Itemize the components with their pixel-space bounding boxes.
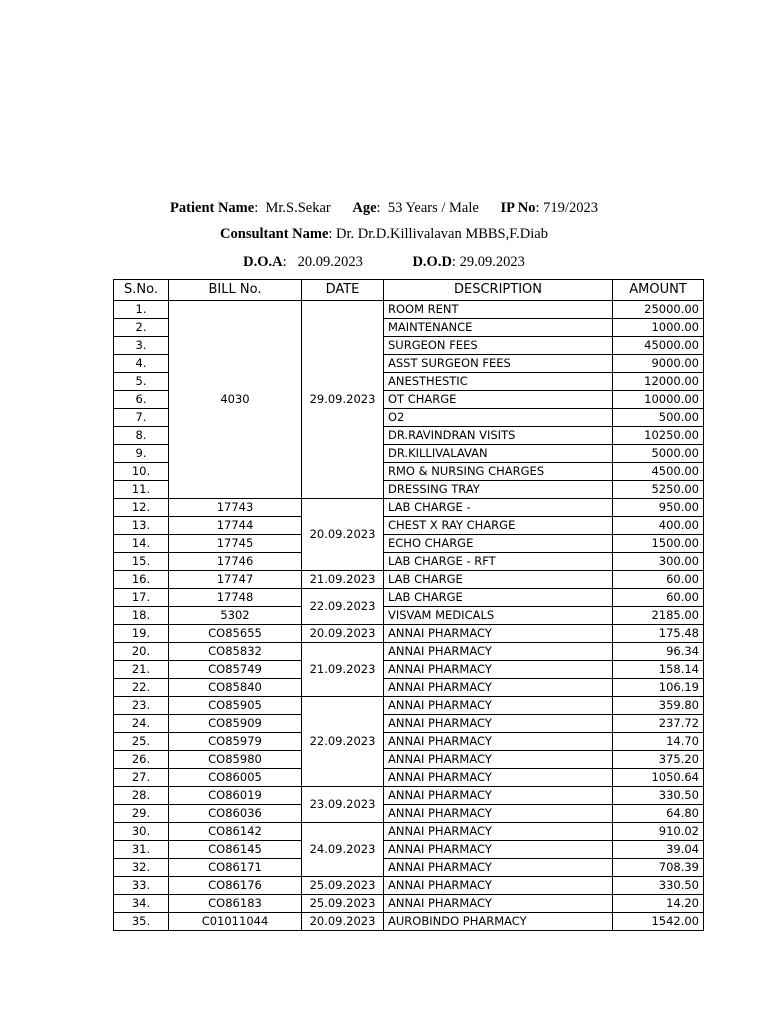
date-cell: 20.09.2023 xyxy=(302,913,384,931)
bill-no-cell: 17745 xyxy=(169,535,302,553)
date-cell: 20.09.2023 xyxy=(302,625,384,643)
amount-cell: 45000.00 xyxy=(613,337,704,355)
sno-cell: 32. xyxy=(114,859,169,877)
amount-cell: 300.00 xyxy=(613,553,704,571)
sno-cell: 1. xyxy=(114,301,169,319)
amount-cell: 400.00 xyxy=(613,517,704,535)
table-row xyxy=(114,877,704,895)
amount-cell: 708.39 xyxy=(613,859,704,877)
table-row xyxy=(114,517,704,535)
description-cell: MAINTENANCE xyxy=(384,319,613,337)
sno-cell: 16. xyxy=(114,571,169,589)
doa-label: D.O.A xyxy=(243,254,283,270)
sno-cell: 3. xyxy=(114,337,169,355)
col-header-description: DESCRIPTION xyxy=(384,280,613,301)
sno-cell: 28. xyxy=(114,787,169,805)
dod-value: 29.09.2023 xyxy=(459,254,525,270)
amount-cell: 25000.00 xyxy=(613,301,704,319)
sno-cell: 4. xyxy=(114,355,169,373)
table-row xyxy=(114,553,704,571)
bill-no-cell: CO86176 xyxy=(169,877,302,895)
dod-label: D.O.D xyxy=(412,254,452,270)
sno-cell: 9. xyxy=(114,445,169,463)
sno-cell: 15. xyxy=(114,553,169,571)
sno-cell: 33. xyxy=(114,877,169,895)
sno-cell: 25. xyxy=(114,733,169,751)
description-cell: ANNAI PHARMACY xyxy=(384,769,613,787)
amount-cell: 14.20 xyxy=(613,895,704,913)
description-cell: OT CHARGE xyxy=(384,391,613,409)
bill-no-cell: 17748 xyxy=(169,589,302,607)
amount-cell: 1542.00 xyxy=(613,913,704,931)
sno-cell: 7. xyxy=(114,409,169,427)
description-cell: ANNAI PHARMACY xyxy=(384,643,613,661)
date-cell: 21.09.2023 xyxy=(302,571,384,589)
bill-no-cell: CO85909 xyxy=(169,715,302,733)
sno-cell: 21. xyxy=(114,661,169,679)
bill-no-cell: CO85840 xyxy=(169,679,302,697)
ip-number: 719/2023 xyxy=(543,200,598,216)
sno-cell: 13. xyxy=(114,517,169,535)
amount-cell: 9000.00 xyxy=(613,355,704,373)
sno-cell: 29. xyxy=(114,805,169,823)
sno-cell: 11. xyxy=(114,481,169,499)
date-cell: 29.09.2023 xyxy=(302,301,384,499)
amount-cell: 237.72 xyxy=(613,715,704,733)
sno-cell: 26. xyxy=(114,751,169,769)
description-cell: DR.KILLIVALAVAN xyxy=(384,445,613,463)
amount-cell: 910.02 xyxy=(613,823,704,841)
amount-cell: 359.80 xyxy=(613,697,704,715)
amount-cell: 10250.00 xyxy=(613,427,704,445)
sno-cell: 6. xyxy=(114,391,169,409)
description-cell: ANNAI PHARMACY xyxy=(384,679,613,697)
amount-cell: 330.50 xyxy=(613,787,704,805)
table-row xyxy=(114,841,704,859)
bill-no-cell: CO86171 xyxy=(169,859,302,877)
table-row xyxy=(114,679,704,697)
table-row xyxy=(114,895,704,913)
table-row xyxy=(114,859,704,877)
amount-cell: 375.20 xyxy=(613,751,704,769)
sno-cell: 31. xyxy=(114,841,169,859)
table-row xyxy=(114,661,704,679)
patient-name-label: Patient Name xyxy=(170,200,255,216)
description-cell: ANNAI PHARMACY xyxy=(384,751,613,769)
sno-cell: 10. xyxy=(114,463,169,481)
bill-no-cell: 4030 xyxy=(169,301,302,499)
table-row xyxy=(114,805,704,823)
sno-cell: 5. xyxy=(114,373,169,391)
table-row xyxy=(114,751,704,769)
description-cell: ANESTHESTIC xyxy=(384,373,613,391)
admission-dates-line: D.O.A: 20.09.2023 D.O.D: 29.09.2023 xyxy=(243,254,525,270)
description-cell: LAB CHARGE xyxy=(384,571,613,589)
sno-cell: 20. xyxy=(114,643,169,661)
bill-no-cell: CO86145 xyxy=(169,841,302,859)
table-row xyxy=(114,301,704,319)
date-cell: 22.09.2023 xyxy=(302,697,384,787)
col-header-amount: AMOUNT xyxy=(613,280,704,301)
table-row xyxy=(114,733,704,751)
amount-cell: 5000.00 xyxy=(613,445,704,463)
table-row xyxy=(114,625,704,643)
doa-value: 20.09.2023 xyxy=(297,254,363,270)
amount-cell: 5250.00 xyxy=(613,481,704,499)
description-cell: LAB CHARGE - xyxy=(384,499,613,517)
amount-cell: 60.00 xyxy=(613,589,704,607)
description-cell: ROOM RENT xyxy=(384,301,613,319)
sno-cell: 18. xyxy=(114,607,169,625)
description-cell: ANNAI PHARMACY xyxy=(384,859,613,877)
date-cell: 21.09.2023 xyxy=(302,643,384,697)
description-cell: ECHO CHARGE xyxy=(384,535,613,553)
amount-cell: 1500.00 xyxy=(613,535,704,553)
bill-no-cell: CO85655 xyxy=(169,625,302,643)
description-cell: ANNAI PHARMACY xyxy=(384,625,613,643)
table-row xyxy=(114,769,704,787)
consultant-name: Dr. Dr.D.Killivalavan MBBS,F.Diab xyxy=(336,226,548,242)
description-cell: ANNAI PHARMACY xyxy=(384,733,613,751)
date-cell: 23.09.2023 xyxy=(302,787,384,823)
amount-cell: 96.34 xyxy=(613,643,704,661)
sno-cell: 22. xyxy=(114,679,169,697)
table-row xyxy=(114,697,704,715)
col-header-date: DATE xyxy=(302,280,384,301)
description-cell: ANNAI PHARMACY xyxy=(384,697,613,715)
description-cell: ANNAI PHARMACY xyxy=(384,877,613,895)
table-row xyxy=(114,535,704,553)
description-cell: ANNAI PHARMACY xyxy=(384,823,613,841)
table-row xyxy=(114,607,704,625)
date-cell: 24.09.2023 xyxy=(302,823,384,877)
bill-table xyxy=(113,279,704,931)
bill-no-cell: CO85749 xyxy=(169,661,302,679)
patient-info-line: Patient Name: Mr.S.Sekar Age: 53 Years / Male IP No: 719/2023 xyxy=(170,200,598,216)
patient-name: Mr.S.Sekar xyxy=(265,200,331,216)
sno-cell: 34. xyxy=(114,895,169,913)
bill-no-cell: CO86183 xyxy=(169,895,302,913)
description-cell: ANNAI PHARMACY xyxy=(384,805,613,823)
description-cell: ASST SURGEON FEES xyxy=(384,355,613,373)
bill-no-cell: 17743 xyxy=(169,499,302,517)
bill-no-cell: CO86005 xyxy=(169,769,302,787)
description-cell: DR.RAVINDRAN VISITS xyxy=(384,427,613,445)
description-cell: LAB CHARGE xyxy=(384,589,613,607)
sno-cell: 19. xyxy=(114,625,169,643)
bill-no-cell: CO85980 xyxy=(169,751,302,769)
description-cell: ANNAI PHARMACY xyxy=(384,715,613,733)
sno-cell: 2. xyxy=(114,319,169,337)
date-cell: 22.09.2023 xyxy=(302,589,384,625)
amount-cell: 1050.64 xyxy=(613,769,704,787)
sno-cell: 27. xyxy=(114,769,169,787)
amount-cell: 12000.00 xyxy=(613,373,704,391)
description-cell: DRESSING TRAY xyxy=(384,481,613,499)
amount-cell: 175.48 xyxy=(613,625,704,643)
description-cell: ANNAI PHARMACY xyxy=(384,787,613,805)
bill-no-cell: 17747 xyxy=(169,571,302,589)
sno-cell: 23. xyxy=(114,697,169,715)
description-cell: ANNAI PHARMACY xyxy=(384,661,613,679)
description-cell: CHEST X RAY CHARGE xyxy=(384,517,613,535)
sno-cell: 30. xyxy=(114,823,169,841)
amount-cell: 158.14 xyxy=(613,661,704,679)
age-value: 53 Years / Male xyxy=(387,200,479,216)
bill-no-cell: CO86036 xyxy=(169,805,302,823)
sno-cell: 8. xyxy=(114,427,169,445)
amount-cell: 64.80 xyxy=(613,805,704,823)
bill-no-cell: CO85905 xyxy=(169,697,302,715)
table-row xyxy=(114,913,704,931)
amount-cell: 39.04 xyxy=(613,841,704,859)
bill-no-cell: CO85832 xyxy=(169,643,302,661)
description-cell: SURGEON FEES xyxy=(384,337,613,355)
amount-cell: 60.00 xyxy=(613,571,704,589)
bill-no-cell: C01011044 xyxy=(169,913,302,931)
bill-no-cell: CO86142 xyxy=(169,823,302,841)
sno-cell: 14. xyxy=(114,535,169,553)
description-cell: O2 xyxy=(384,409,613,427)
sno-cell: 17. xyxy=(114,589,169,607)
amount-cell: 14.70 xyxy=(613,733,704,751)
amount-cell: 330.50 xyxy=(613,877,704,895)
description-cell: VISVAM MEDICALS xyxy=(384,607,613,625)
table-row xyxy=(114,643,704,661)
description-cell: ANNAI PHARMACY xyxy=(384,895,613,913)
amount-cell: 10000.00 xyxy=(613,391,704,409)
description-cell: AUROBINDO PHARMACY xyxy=(384,913,613,931)
amount-cell: 950.00 xyxy=(613,499,704,517)
amount-cell: 4500.00 xyxy=(613,463,704,481)
amount-cell: 2185.00 xyxy=(613,607,704,625)
bill-no-cell: 5302 xyxy=(169,607,302,625)
table-row xyxy=(114,499,704,517)
date-cell: 25.09.2023 xyxy=(302,877,384,895)
bill-no-cell: CO85979 xyxy=(169,733,302,751)
table-row xyxy=(114,589,704,607)
table-header-row xyxy=(114,280,704,301)
table-row xyxy=(114,571,704,589)
consultant-label: Consultant Name xyxy=(220,226,329,242)
bill-no-cell: 17746 xyxy=(169,553,302,571)
table-row xyxy=(114,715,704,733)
table-row xyxy=(114,823,704,841)
date-cell: 25.09.2023 xyxy=(302,895,384,913)
age-label: Age xyxy=(352,200,377,216)
description-cell: LAB CHARGE - RFT xyxy=(384,553,613,571)
amount-cell: 106.19 xyxy=(613,679,704,697)
col-header-sno: S.No. xyxy=(114,280,169,301)
amount-cell: 500.00 xyxy=(613,409,704,427)
bill-no-cell: CO86019 xyxy=(169,787,302,805)
consultant-line: Consultant Name: Dr. Dr.D.Killivalavan MBBS,F.Diab xyxy=(220,226,548,242)
bill-no-cell: 17744 xyxy=(169,517,302,535)
amount-cell: 1000.00 xyxy=(613,319,704,337)
ip-label: IP No xyxy=(500,200,536,216)
sno-cell: 35. xyxy=(114,913,169,931)
description-cell: ANNAI PHARMACY xyxy=(384,841,613,859)
sno-cell: 12. xyxy=(114,499,169,517)
description-cell: RMO & NURSING CHARGES xyxy=(384,463,613,481)
col-header-bill-no: BILL No. xyxy=(169,280,302,301)
table-row xyxy=(114,787,704,805)
sno-cell: 24. xyxy=(114,715,169,733)
date-cell: 20.09.2023 xyxy=(302,499,384,571)
